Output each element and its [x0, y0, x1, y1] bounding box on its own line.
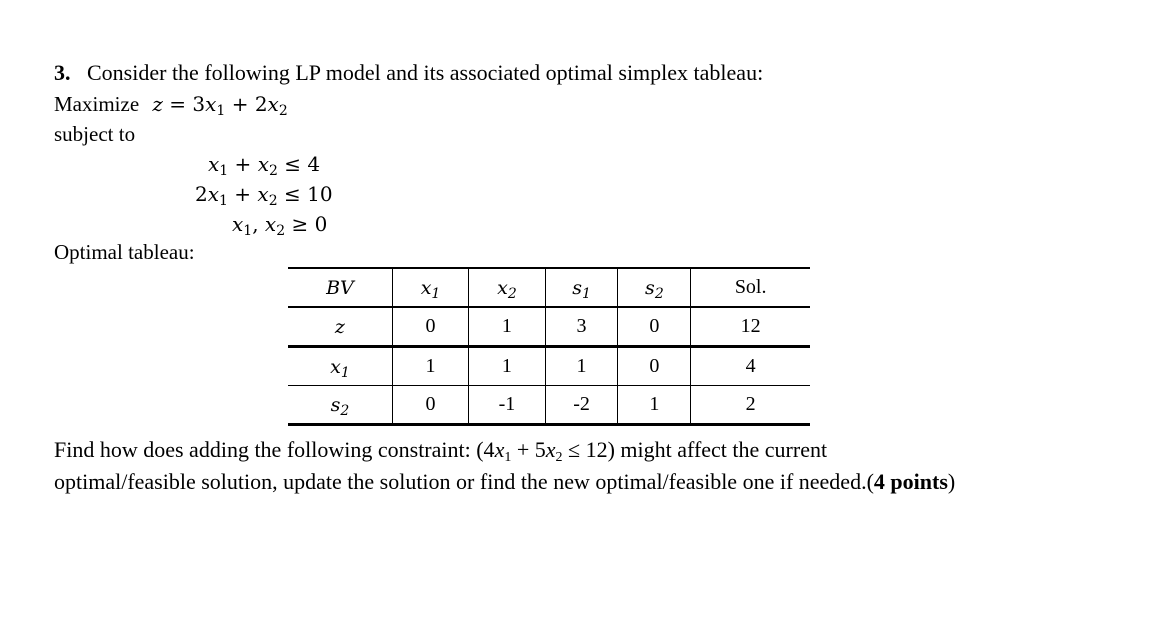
task-line-2: [54, 469, 955, 495]
tableau-row-x1: [288, 347, 810, 386]
header-sol: Sol.: [691, 268, 810, 307]
objective-line: [54, 92, 288, 117]
question-heading: [54, 60, 763, 86]
cell: 0: [392, 307, 468, 347]
header-s1: $s_1$: [545, 268, 618, 307]
cell: 2: [691, 386, 810, 425]
question-intro: Consider the following LP model and its associated optimal simplex tableau:: [87, 60, 764, 85]
points-label: 4 points: [873, 469, 948, 494]
simplex-tableau: [288, 267, 810, 426]
constraint-1: $x_1 + x_2 \le 4$: [208, 152, 321, 179]
cell: 1: [392, 347, 468, 386]
cell: 4: [691, 347, 810, 386]
cell: 1: [618, 386, 691, 425]
subject-to-label: subject to: [54, 122, 136, 146]
constraint-2: $2x_1 + x_2 \le 10$: [195, 182, 333, 209]
header-bv: BV: [288, 268, 392, 307]
header-s2: $s_2$: [618, 268, 691, 307]
cell: -2: [545, 386, 618, 425]
cell: 1: [469, 347, 545, 386]
tableau-row-s2: [288, 386, 810, 425]
cell: 0: [618, 347, 691, 386]
cell: 0: [392, 386, 468, 425]
cell: -1: [469, 386, 545, 425]
task-line-2-text: optimal/feasible solution, update the solution or find the new optimal/feasible one if needed.(: [54, 469, 874, 494]
cell: 0: [618, 307, 691, 347]
cell: 1: [469, 307, 545, 347]
maximize-label: Maximize: [54, 92, 140, 116]
closing-paren: ): [947, 469, 956, 494]
cell: 1: [545, 347, 618, 386]
cell: 3: [545, 307, 618, 347]
objective-function: $z = 3x_1 + 2x_2$: [152, 92, 288, 119]
tableau-header-row: [288, 268, 810, 307]
question-number: 3.: [54, 60, 71, 85]
constraint-3: $x_1$, $x_2 \ge 0$: [232, 212, 328, 239]
tableau-row-z: [288, 307, 810, 347]
header-x2: $x_2$: [469, 268, 545, 307]
optimal-tableau-label: Optimal tableau:: [54, 240, 195, 264]
row-bv: $x_1$: [288, 347, 392, 386]
row-bv: z: [288, 307, 392, 347]
task-line-1: Find how does adding the following constraint: $(4x_1 + 5x_2 \le 12)$ might affect the current: [54, 437, 828, 465]
header-x1: $x_1$: [392, 268, 468, 307]
cell: 12: [691, 307, 810, 347]
row-bv: $s_2$: [288, 386, 392, 425]
